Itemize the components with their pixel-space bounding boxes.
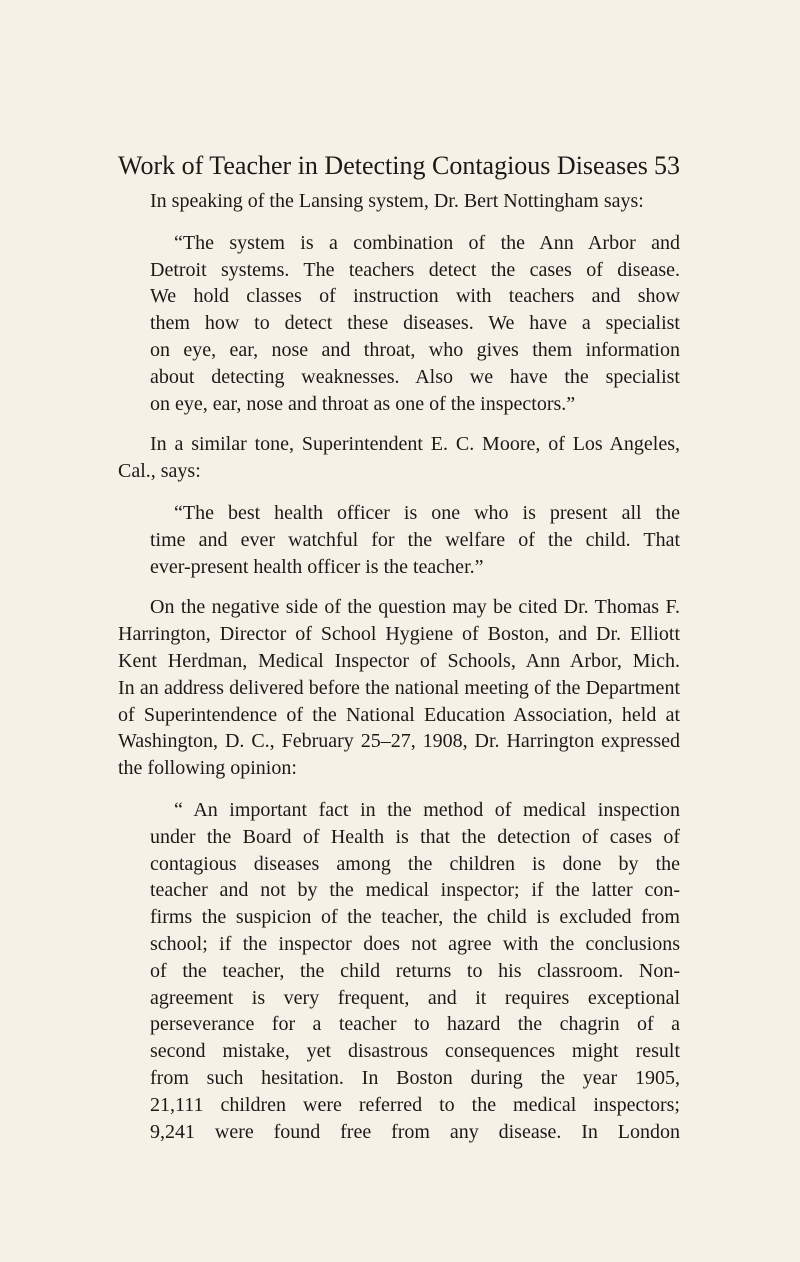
- text-line: the following opinion:: [118, 757, 297, 780]
- text-line: contagious diseases among the children is done by the: [150, 852, 680, 875]
- text-line: of the teacher, the child returns to his classroom. Non-: [150, 959, 680, 982]
- text-line: “The system is a combination of the Ann Arbor and: [174, 231, 680, 254]
- chapter-title: Work of Teacher in Detecting Contagious Diseases: [118, 151, 648, 180]
- text-line: Washington, D. C., February 25–27, 1908, Dr. Harrington expressed: [118, 730, 680, 753]
- text-line: Kent Herdman, Medical Inspector of Schools, Ann Arbor, Mich.: [118, 649, 680, 672]
- text-line: “ An important fact in the method of medical inspection: [174, 798, 680, 821]
- text-line: 9,241 were found free from any disease. In London: [150, 1120, 680, 1143]
- text-line: school; if the inspector does not agree with the conclusions: [150, 932, 680, 955]
- text-line: On the negative side of the question may be cited Dr. Thomas F.: [150, 596, 680, 619]
- text-line: teacher and not by the medical inspector; if the latter con-: [150, 879, 680, 902]
- quote-lansing: [118, 230, 680, 418]
- text-line: perseverance for a teacher to hazard the chagrin of a: [150, 1013, 680, 1036]
- quote-los-angeles: [118, 500, 680, 580]
- text-line: under the Board of Health is that the detection of cases of: [150, 825, 680, 848]
- text-line: In an address delivered before the national meeting of the Department: [118, 676, 680, 699]
- text-line: “The best health officer is one who is present all the: [174, 501, 680, 524]
- body-text: [118, 188, 680, 1145]
- text-line: ever-present health officer is the teacher.”: [150, 555, 484, 578]
- text-line: firms the suspicion of the teacher, the child is excluded from: [150, 906, 680, 929]
- text-line: from such hesitation. In Boston during the year 1905,: [150, 1066, 680, 1089]
- text-line: about detecting weaknesses. Also we have the specialist: [150, 365, 680, 388]
- page-number: 53: [654, 151, 680, 180]
- text-line: In speaking of the Lansing system, Dr. Bert Nottingham says:: [150, 190, 644, 212]
- text-line: on eye, ear, nose and throat, who gives them information: [150, 338, 680, 361]
- paragraph-los-angeles: [118, 431, 680, 485]
- text-line: 21,111 children were referred to the medical inspectors;: [150, 1093, 680, 1116]
- running-head: [118, 151, 680, 181]
- text-line: on eye, ear, nose and throat as one of the inspectors.”: [150, 392, 576, 415]
- text-line: Cal., says:: [118, 460, 201, 483]
- text-line: of Superintendence of the National Education Association, held at: [118, 703, 680, 726]
- quote-harrington: [118, 797, 680, 1145]
- text-line: second mistake, yet disastrous consequences might result: [150, 1040, 680, 1063]
- text-line: agreement is very frequent, and it requires exceptional: [150, 986, 680, 1009]
- text-line: time and ever watchful for the welfare of the child. That: [150, 528, 680, 551]
- paragraph-intro: [118, 188, 680, 215]
- text-line: Detroit systems. The teachers detect the cases of disease.: [150, 258, 680, 281]
- text-line: them how to detect these diseases. We have a specialist: [150, 312, 680, 335]
- text-line: In a similar tone, Superintendent E. C. Moore, of Los Angeles,: [150, 433, 680, 456]
- text-line: Harrington, Director of School Hygiene of Boston, and Dr. Elliott: [118, 623, 680, 646]
- text-line: We hold classes of instruction with teachers and show: [150, 285, 680, 308]
- paragraph-negative-side: [118, 594, 680, 782]
